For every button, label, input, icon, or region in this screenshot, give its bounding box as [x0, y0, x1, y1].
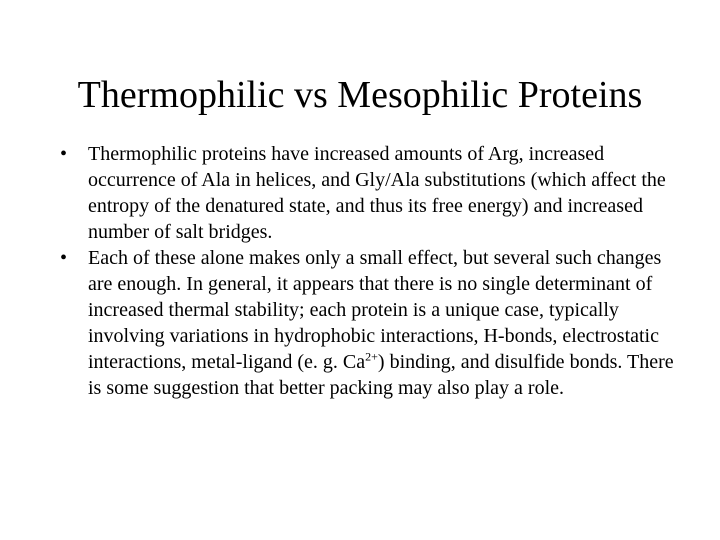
bullet-list	[60, 141, 680, 401]
bullet-marker: •	[60, 247, 68, 269]
bullet-text-1: Thermophilic proteins have increased amounts of Arg, increased occurrence of Ala in helices, and Gly/Ala substitutions (which affect the entropy of the denatured state, and thus its free energy) and increased number of salt bridges.	[88, 143, 666, 243]
slide-title: Thermophilic vs Mesophilic Proteins	[77, 74, 643, 116]
charge-superscript: 2+	[365, 349, 378, 364]
bullet-text-2-end: ) binding, and disulfide bonds. There is some suggestion that better packing may also play a role.	[88, 351, 674, 399]
bullet-item-1	[60, 141, 680, 245]
bullet-marker: •	[60, 143, 68, 165]
bullet-item-2	[60, 245, 680, 401]
bullet-text-2-start: Each of these alone makes only a small effect, but several such changes are enough. In general, it appears that there is no single determinant of increased thermal stability; each protein is a unique case, typically involving variations in hydrophobic interactions, H-bonds, electrostatic interactions, metal-ligand (e. g. Ca	[88, 247, 662, 373]
